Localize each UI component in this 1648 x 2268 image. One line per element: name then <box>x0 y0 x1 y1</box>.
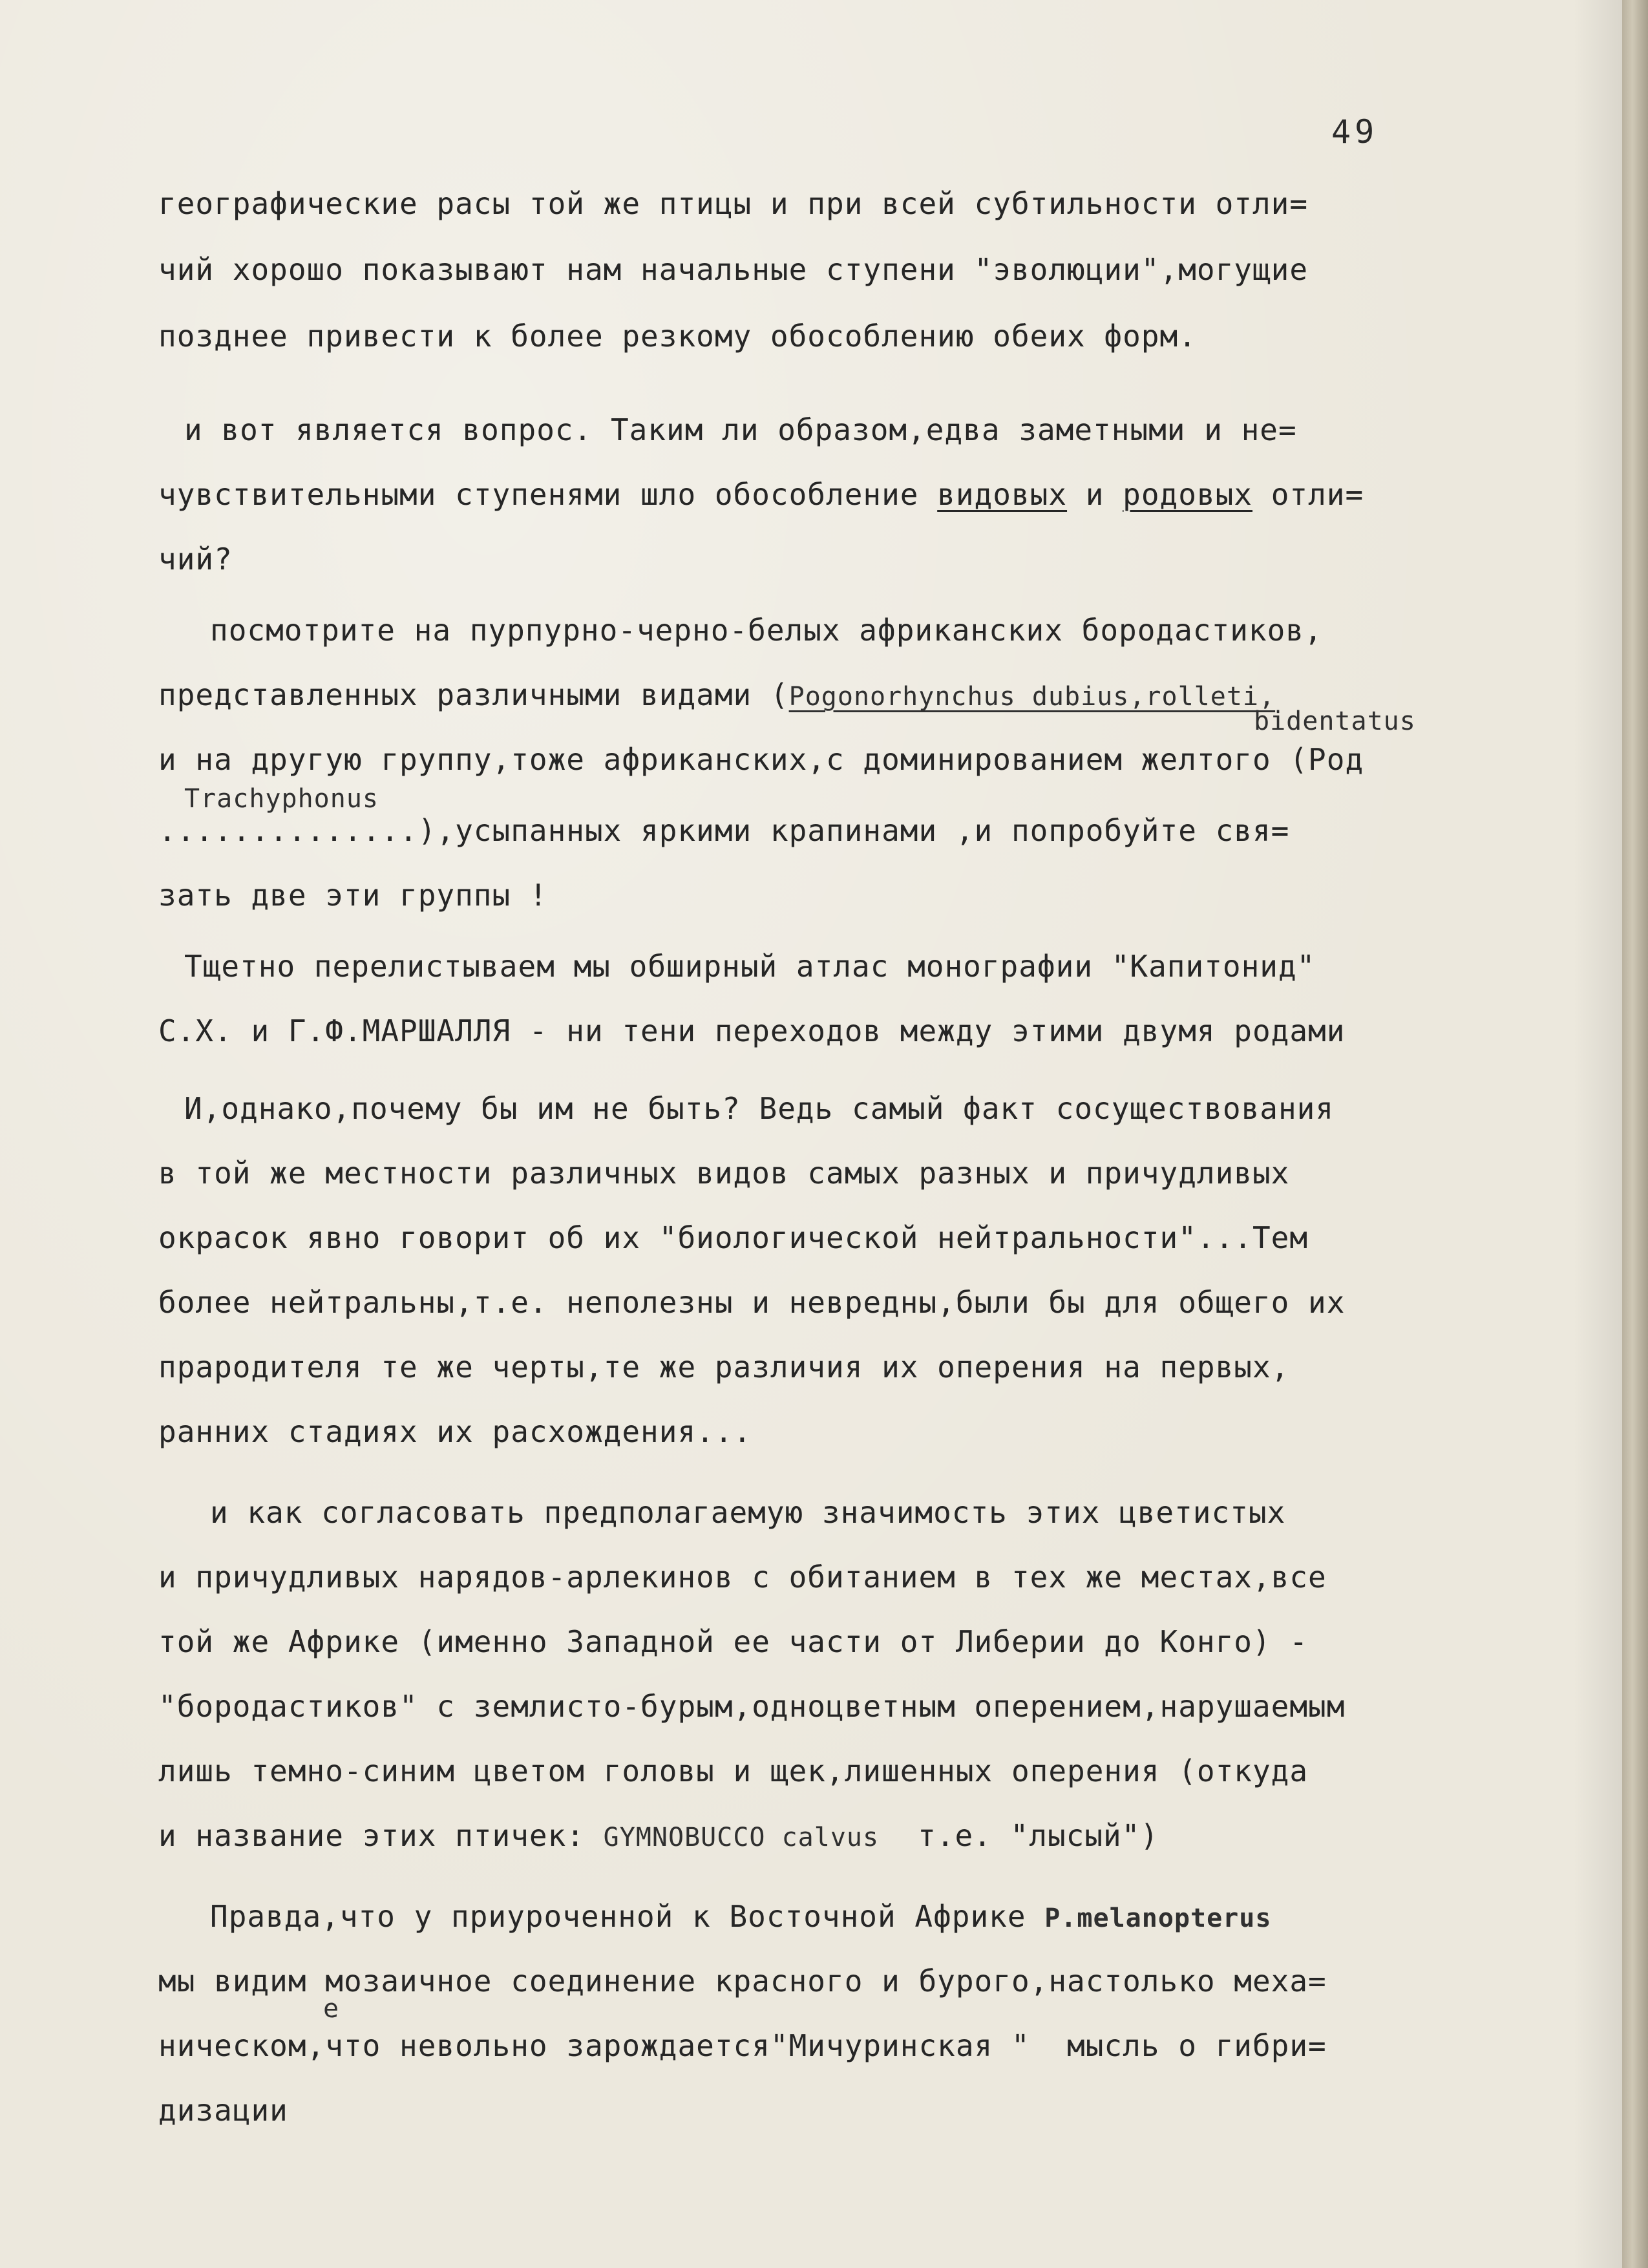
text-line: посмотрите на пурпурно-черно-белых африканских бородастиков, <box>210 613 1323 648</box>
genus-note: Trachyphonus <box>184 784 379 814</box>
text-segment: и <box>1067 477 1123 512</box>
text-line: и вот является вопрос. Таким ли образом,едва заметными и не= <box>184 412 1297 447</box>
text-line: географические расы той же птицы и при всей субтильности отли= <box>158 186 1309 221</box>
text-line: дизации <box>158 2093 288 2128</box>
text-segment: и название этих птичек: <box>158 1818 604 1853</box>
text-line: и причудливых нарядов-арлекинов с обитанием в тех же местах,все <box>158 1560 1327 1595</box>
text-line: И,однако,почему бы им не быть? Ведь самый факт сосуществования <box>184 1091 1335 1126</box>
text-segment: чувствительными ступенями шло обособление <box>158 477 938 512</box>
text-line: ническом,что невольно зарождается"Мичуринская " мысль о гибри= <box>158 2028 1327 2063</box>
text-line: более нейтральны,т.е. неполезны и невредны,были бы для общего их <box>158 1285 1346 1320</box>
text-line: мы видим мозаичное соединение красного и бурого,настолько меха= <box>158 1964 1327 1998</box>
page-edge <box>1622 0 1648 2268</box>
text-line: ранних стадиях их расхождения... <box>158 1414 752 1449</box>
text-segment: т.е. "лысый") <box>918 1818 1159 1853</box>
page-number: 49 <box>1331 113 1379 151</box>
underlined-word: видовых <box>937 477 1068 512</box>
text-line <box>158 1816 1159 1855</box>
text-line: лишь темно-синим цветом головы и щек,лишенных оперения (откуда <box>158 1754 1309 1788</box>
text-line: чий хорошо показывают нам начальные ступени "эволюции",могущие <box>158 252 1309 287</box>
text-line: чий? <box>158 542 233 577</box>
species-note: bidentatus <box>1254 706 1416 736</box>
text-segment: Правда,что у приуроченной к Восточной Африке <box>210 1899 1045 1934</box>
text-line: "бородастиков" с землисто-бурым,одноцветным оперением,нарушаемым <box>158 1689 1346 1724</box>
text-line: в той же местности различных видов самых разных и причудливых <box>158 1156 1290 1191</box>
correction-note: е <box>323 1994 340 2024</box>
text-line: прародителя те же черты,те же различия их оперения на первых, <box>158 1350 1290 1384</box>
text-line: и на другую группу,тоже африканских,с доминированием желтого (Род <box>158 742 1364 777</box>
species-names: Pogonorhynchus dubius,rolleti, <box>788 682 1276 712</box>
underlined-word: родовых <box>1123 477 1253 512</box>
text-line: ..............),усыпанных яркими крапинами ,и попробуйте свя= <box>158 813 1290 848</box>
document-body <box>158 184 1541 2128</box>
species-name: P.melanopterus <box>1044 1903 1272 1933</box>
text-line <box>158 475 1364 514</box>
text-line: и как согласовать предполагаемую значимость этих цветистых <box>210 1495 1286 1530</box>
text-line: С.Х. и Г.Ф.МАРШАЛЛЯ - ни тени переходов между этими двумя родами <box>158 1013 1346 1048</box>
text-line: той же Африке (именно Западной ее части от Либерии до Конго) - <box>158 1624 1309 1659</box>
text-line: зать две эти группы ! <box>158 878 548 913</box>
text-segment: отли= <box>1252 477 1364 512</box>
text-line: окрасок явно говорит об их "биологической нейтральности"...Тем <box>158 1220 1309 1255</box>
species-name: GYMNOBUCCO calvus <box>603 1823 880 1852</box>
text-line <box>210 1897 1271 1936</box>
text-line: Тщетно перелистываем мы обширный атлас монографии "Капитонид" <box>184 949 1316 984</box>
text-line: позднее привести к более резкому обособлению обеих форм. <box>158 319 1197 354</box>
text-segment: представленных различными видами ( <box>158 677 789 712</box>
text-line <box>158 675 1275 714</box>
